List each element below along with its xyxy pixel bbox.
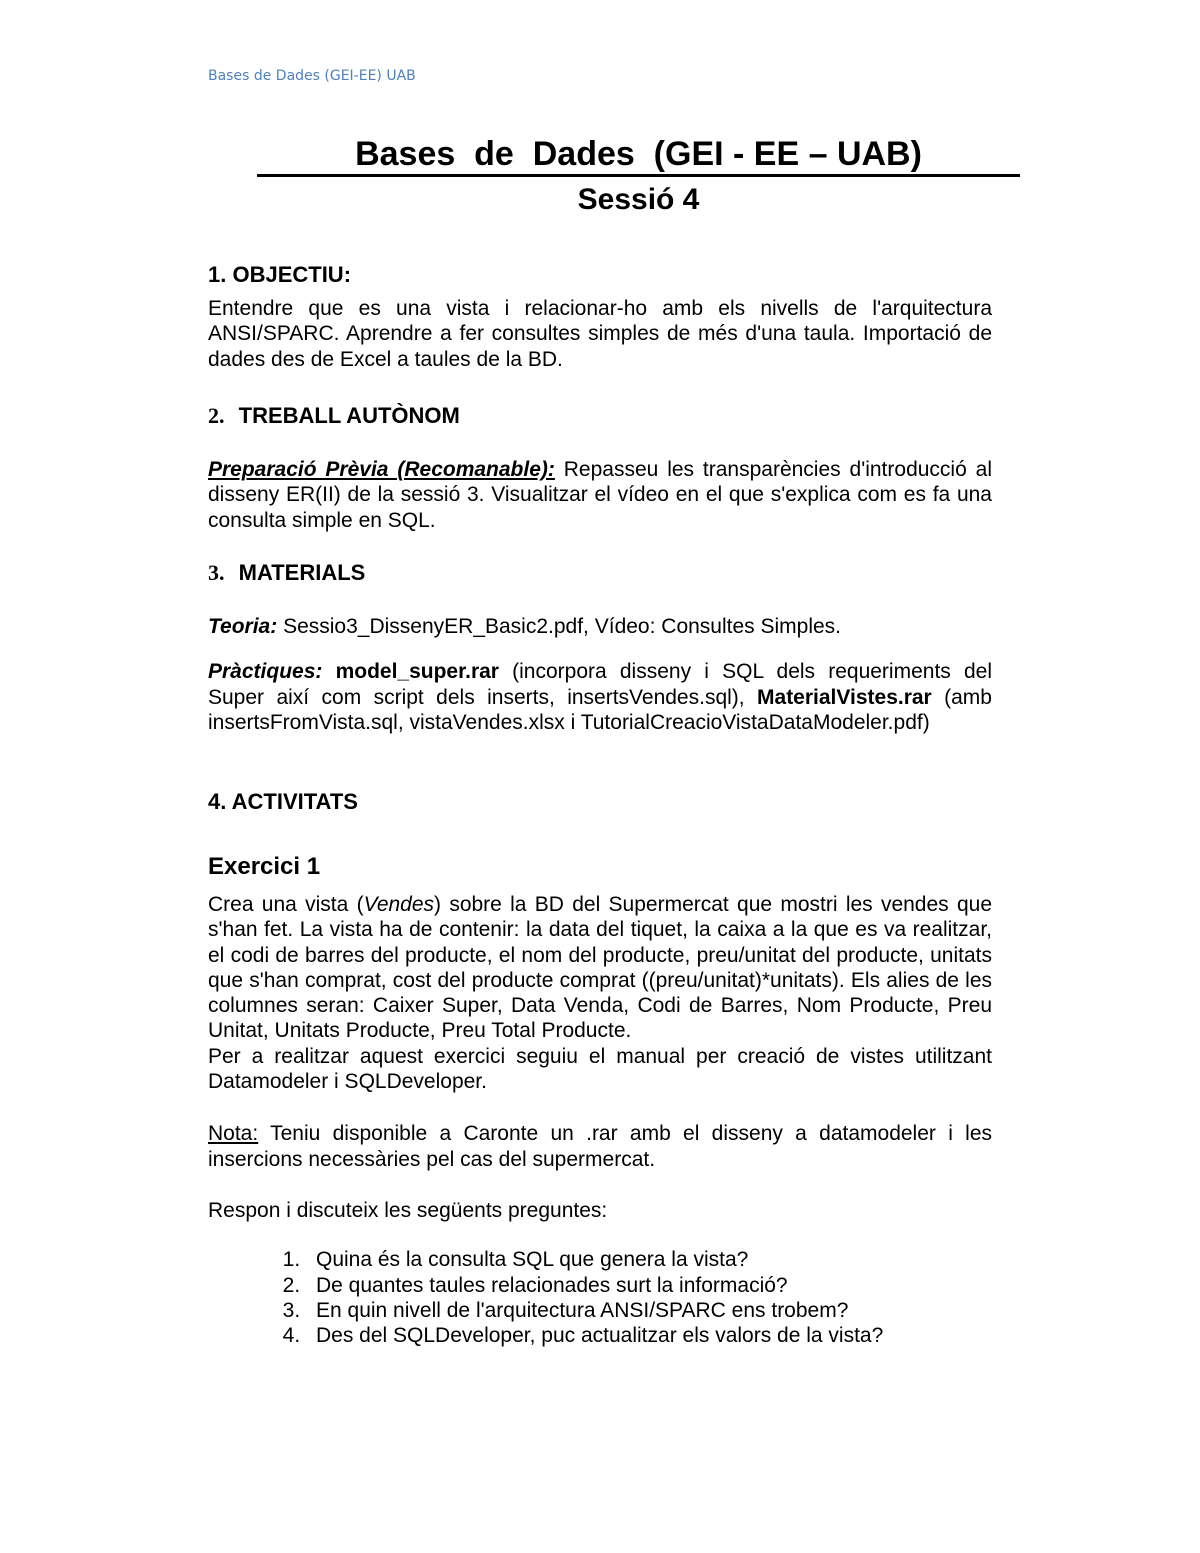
practiques-file-model-super: model_super.rar [335,660,499,684]
exercici-title: Exercici 1 [208,853,321,880]
section-heading-activitats: 4. ACTIVITATS [208,789,358,814]
ex-text-a: Crea una vista ( [208,893,364,916]
section-activitats [208,789,992,1348]
practiques-paragraph [208,659,992,735]
running-header: Bases de Dades (GEI-EE) UAB [208,68,416,84]
practiques-text-1: (incorpora disseny i SQL dels requeriments del Super així com script dels inserts, insertsVendes.sql), [208,660,992,709]
section-materials [208,560,992,735]
prep-text: Repasseu les transparències d'introducció al disseny ER(II) de la sessió 3. Visualitzar el vídeo en el que s'explica com es fa una consulta simple en SQL. [208,458,992,532]
nota-label: Nota: [208,1122,259,1146]
practiques-file-material-vistes: MaterialVistes.rar [757,685,932,709]
section-heading-objectiu: 1. OBJECTIU: [208,262,352,287]
ex-view-name: Vendes [363,893,435,916]
teoria-paragraph [208,614,992,639]
section-heading-treball [208,403,992,429]
session-title: Sessió 4 [577,183,700,216]
treball-paragraph [208,457,992,533]
title-block [257,134,1020,221]
list-item: 3. En quin nivell de l'arquitectura ANSI/SPARC ens trobem? [306,1298,992,1323]
exercici-instructions: Per a realitzar aquest exercici seguiu el manual per creació de vistes utilitzant Datamodeler i SQLDeveloper. [208,1044,992,1094]
section-objectiu [208,262,992,372]
prep-label: Preparació Prèvia (Recomanable): [208,458,555,481]
practiques-label: Pràctiques: [208,660,323,684]
respon-text: Respon i discuteix les següents preguntes: [208,1198,608,1222]
nota-paragraph [208,1121,992,1172]
list-item: 4. Des del SQLDeveloper, puc actualitzar els valors de la vista? [306,1323,992,1348]
ex-text-b: ) sobre la BD del Supermercat que mostri les vendes que s'han fet. La vista ha de contenir: la data del tiquet, la caixa a la que es va realitzar, el codi de barres del producte, el nom del producte, preu/unitat del producte, unitats que s'han comprat, cost del producte comprat ((preu/unitat)*unitats). Els alies de les columnes seran: Caixer Super, Data Venda, Codi de Barres, Nom Producte, Preu Unitat, Unitats Producte, Preu Total Producte. [208,893,992,1043]
nota-text: Teniu disponible a Caronte un .rar amb el disseny a datamodeler i les insercions necessàries pel cas del supermercat. [208,1122,992,1171]
section-heading-text: TREBALL AUTÒNOM [238,403,460,428]
list-item: 2. De quantes taules relacionades surt la informació? [306,1273,992,1298]
practiques-text-2: (amb insertsFromVista.sql, vistaVendes.xlsx i TutorialCreacioVistaDataModeler.pdf) [208,685,992,734]
section-heading-text: MATERIALS [238,560,366,585]
exercici-text [208,892,992,1044]
section-treball [208,403,992,533]
section-heading-materials [208,560,992,586]
objectiu-text: Entendre que es una vista i relacionar-ho amb els nivells de l'arquitectura ANSI/SPARC. Aprendre a fer consultes simples de més d'una taula. Importació de dades des de Excel a taules de la BD. [208,297,992,371]
section-number: 3. [208,560,225,585]
teoria-label: Teoria: [208,615,278,638]
questions-list [208,1247,992,1348]
section-number: 2. [208,403,225,428]
list-item: 1. Quina és la consulta SQL que genera la vista? [306,1247,992,1272]
teoria-text: Sessio3_DissenyER_Basic2.pdf, Vídeo: Consultes Simples. [277,615,842,638]
document-title: Bases de Dades (GEI - EE – UAB) [257,134,1020,177]
